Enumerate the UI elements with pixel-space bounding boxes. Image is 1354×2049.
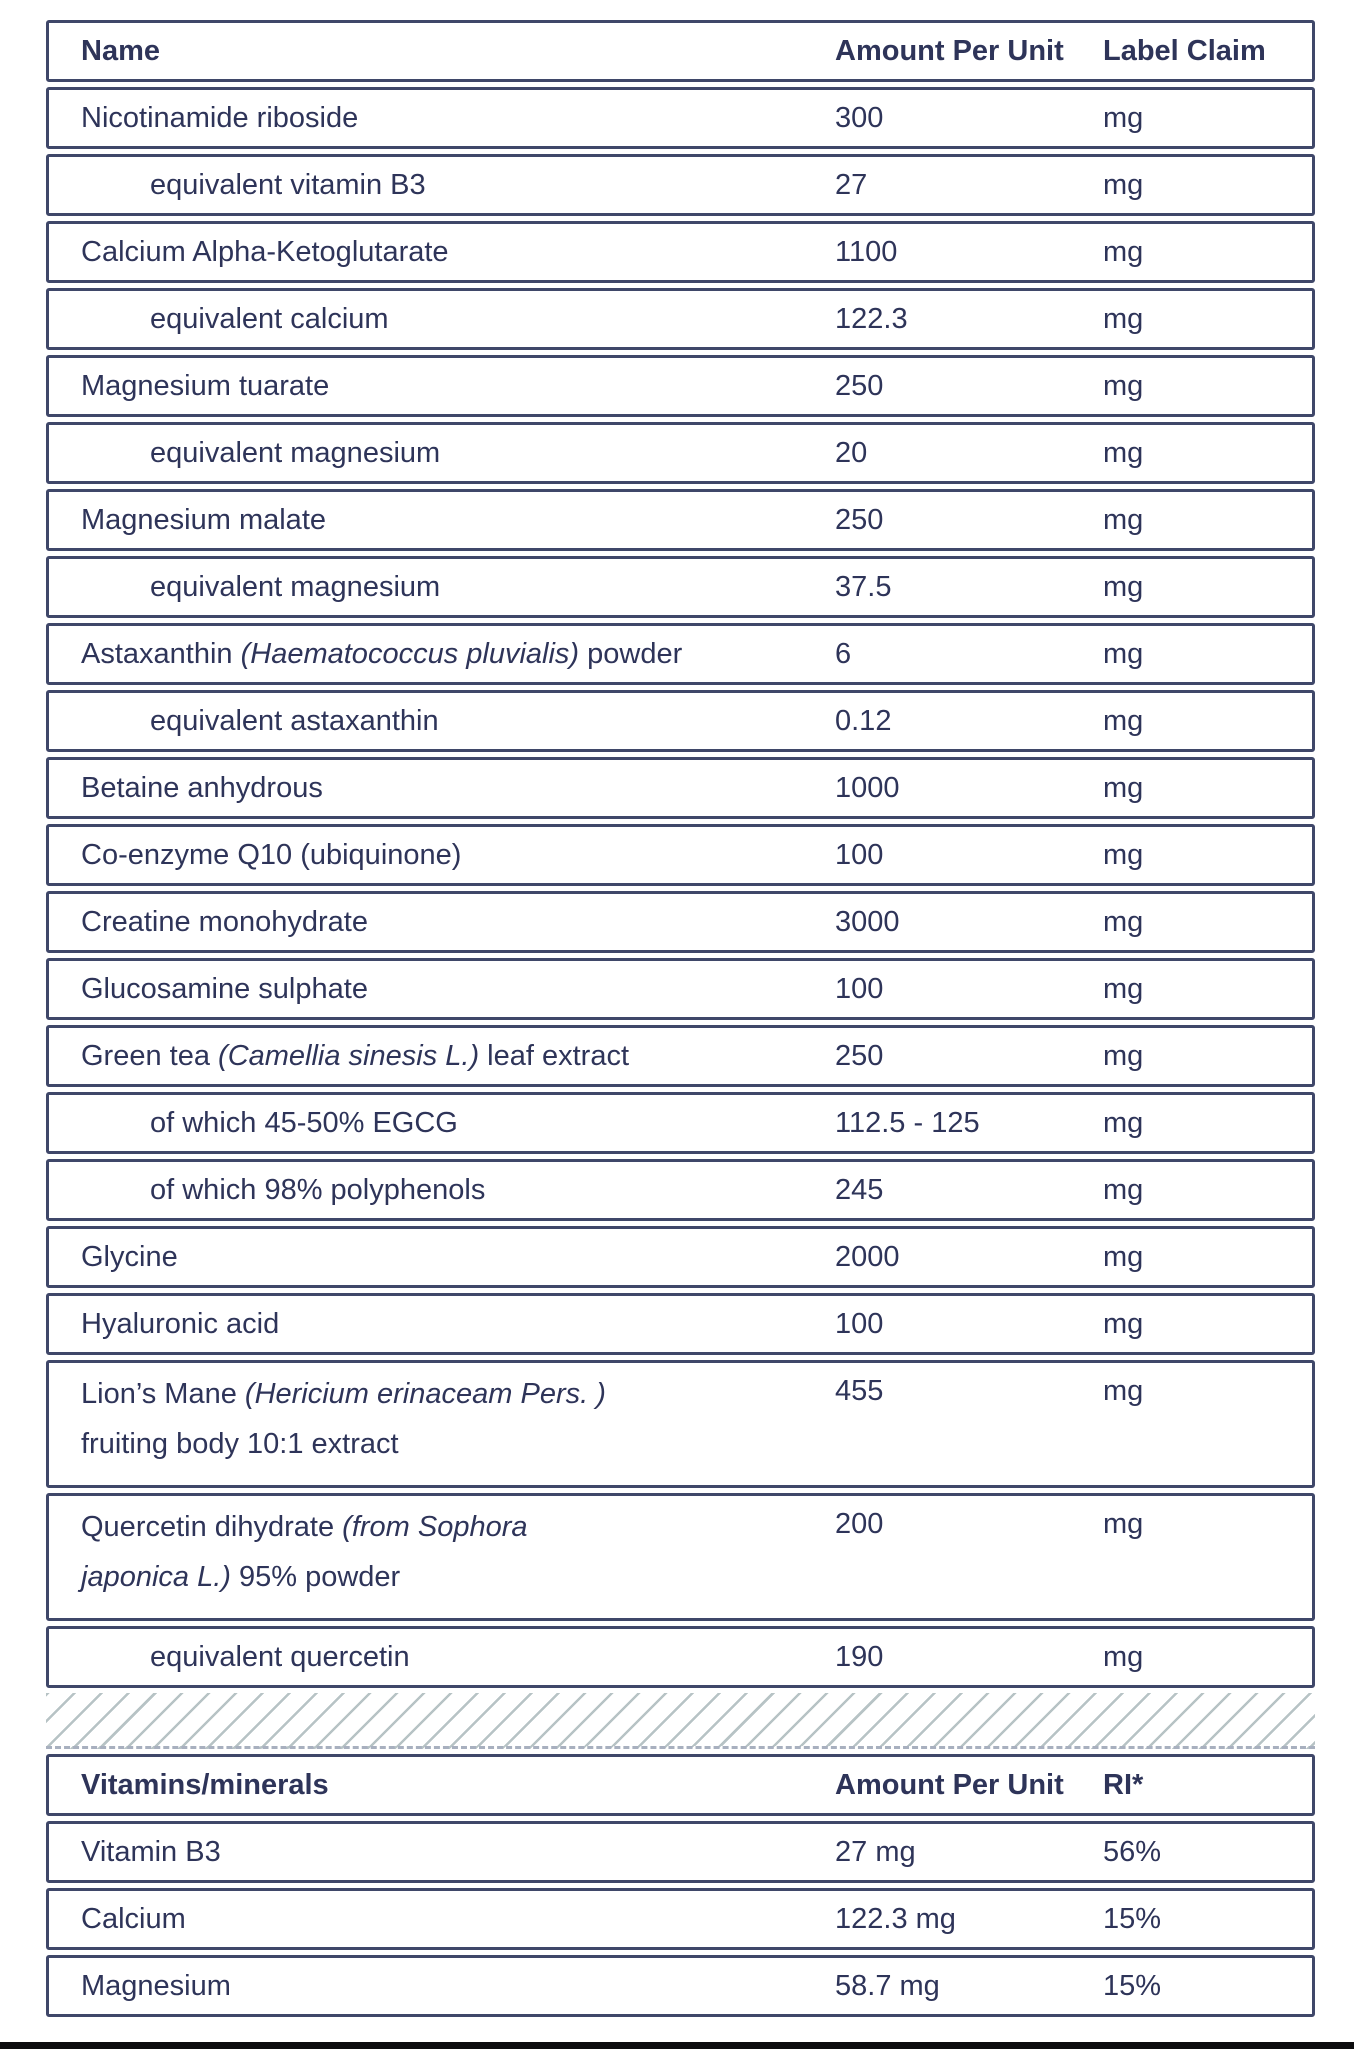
name-cell: equivalent magnesium — [150, 437, 441, 469]
supplement-facts-table — [46, 20, 1315, 2017]
amount-cell: 200 — [835, 1508, 884, 1540]
table-row — [46, 623, 1315, 685]
table-row — [46, 1493, 1315, 1621]
claim-cell: mg — [1103, 437, 1144, 469]
claim-cell: mg — [1103, 772, 1144, 804]
table-row — [46, 1092, 1315, 1154]
name-cell: equivalent calcium — [150, 303, 389, 335]
claim-cell: Label Claim — [1103, 35, 1266, 67]
claim-cell: mg — [1103, 973, 1144, 1005]
name-cell: Glycine — [81, 1241, 178, 1273]
name-cell: Calcium Alpha-Ketoglutarate — [81, 236, 449, 268]
amount-cell: 455 — [835, 1375, 884, 1407]
claim-cell: mg — [1103, 1641, 1144, 1673]
name-cell: Green tea (Camellia sinesis L.) leaf extract — [81, 1040, 630, 1072]
amount-cell: 250 — [835, 504, 884, 536]
name-cell: Astaxanthin (Haematococcus pluvialis) powder — [81, 638, 683, 670]
table-row — [46, 489, 1315, 551]
claim-cell: mg — [1103, 1241, 1144, 1273]
name-cell: Betaine anhydrous — [81, 772, 323, 804]
table-row — [46, 87, 1315, 149]
amount-cell: 37.5 — [835, 571, 892, 603]
amount-cell: 1000 — [835, 772, 900, 804]
amount-cell: 6 — [835, 638, 852, 670]
amount-cell: 250 — [835, 370, 884, 402]
name-cell: equivalent quercetin — [150, 1641, 410, 1673]
table-row — [46, 958, 1315, 1020]
claim-cell: mg — [1103, 303, 1144, 335]
hatch-divider — [46, 1693, 1315, 1749]
amount-cell: 0.12 — [835, 705, 892, 737]
amount-cell: 2000 — [835, 1241, 900, 1273]
claim-cell: mg — [1103, 102, 1144, 134]
claim-cell: mg — [1103, 370, 1144, 402]
claim-cell: 15% — [1103, 1903, 1162, 1935]
name-cell: Magnesium tuarate — [81, 370, 330, 402]
amount-cell: 3000 — [835, 906, 900, 938]
bottom-edge-bar — [0, 2042, 1354, 2049]
table-row — [46, 1626, 1315, 1688]
claim-cell: mg — [1103, 1174, 1144, 1206]
amount-cell: 122.3 — [835, 303, 908, 335]
table-row — [46, 690, 1315, 752]
table-row — [46, 891, 1315, 953]
claim-cell: mg — [1103, 705, 1144, 737]
amount-cell: 112.5 - 125 — [835, 1107, 980, 1139]
amount-cell: 58.7 mg — [835, 1970, 940, 2002]
amount-cell: 27 — [835, 169, 868, 201]
claim-cell: mg — [1103, 839, 1144, 871]
table-row — [46, 288, 1315, 350]
claim-cell: mg — [1103, 638, 1144, 670]
amount-cell: 250 — [835, 1040, 884, 1072]
table-row — [46, 1293, 1315, 1355]
name-cell: Nicotinamide riboside — [81, 102, 359, 134]
name-cell: equivalent astaxanthin — [150, 705, 439, 737]
name-cell: Magnesium malate — [81, 504, 326, 536]
claim-cell: mg — [1103, 1375, 1144, 1407]
table-row — [46, 1360, 1315, 1488]
name-cell: equivalent vitamin B3 — [150, 169, 426, 201]
table-row — [46, 1159, 1315, 1221]
name-cell: of which 45-50% EGCG — [150, 1107, 458, 1139]
claim-cell: mg — [1103, 236, 1144, 268]
table-header-row — [46, 1754, 1315, 1816]
amount-cell: 100 — [835, 1308, 884, 1340]
name-cell: Vitamins/minerals — [81, 1769, 329, 1801]
table-row — [46, 1888, 1315, 1950]
claim-cell: mg — [1103, 906, 1144, 938]
amount-cell: 245 — [835, 1174, 884, 1206]
amount-cell: 190 — [835, 1641, 884, 1673]
amount-cell: 20 — [835, 437, 868, 469]
amount-cell: 100 — [835, 973, 884, 1005]
name-cell: Vitamin B3 — [81, 1836, 221, 1868]
table-row — [46, 422, 1315, 484]
amount-cell: 27 mg — [835, 1836, 916, 1868]
claim-cell: mg — [1103, 1508, 1144, 1540]
amount-cell: Amount Per Unit — [835, 35, 1064, 67]
claim-cell: mg — [1103, 169, 1144, 201]
table-row — [46, 824, 1315, 886]
claim-cell: 15% — [1103, 1970, 1162, 2002]
name-cell: Creatine monohydrate — [81, 906, 368, 938]
name-cell: Co-enzyme Q10 (ubiquinone) — [81, 839, 462, 871]
amount-cell: Amount Per Unit — [835, 1769, 1064, 1801]
name-cell: equivalent magnesium — [150, 571, 441, 603]
name-cell: Glucosamine sulphate — [81, 973, 368, 1005]
amount-cell: 100 — [835, 839, 884, 871]
name-cell: Magnesium — [81, 1970, 231, 2002]
name-cell: Name — [81, 35, 160, 67]
claim-cell: mg — [1103, 504, 1144, 536]
amount-cell: 122.3 mg — [835, 1903, 956, 1935]
table-row — [46, 1025, 1315, 1087]
table-row — [46, 221, 1315, 283]
table-header-row — [46, 20, 1315, 82]
claim-cell: RI* — [1103, 1769, 1144, 1801]
name-cell: Quercetin dihydrate (from Sophora japonica L.) 95% powder — [81, 1511, 528, 1593]
name-cell: Lion’s Mane (Hericium erinaceam Pers. ) fruiting body 10:1 extract — [81, 1378, 606, 1460]
table-row — [46, 154, 1315, 216]
claim-cell: 56% — [1103, 1836, 1162, 1868]
table-row — [46, 556, 1315, 618]
amount-cell: 300 — [835, 102, 884, 134]
name-cell: Calcium — [81, 1903, 186, 1935]
claim-cell: mg — [1103, 1107, 1144, 1139]
table-row — [46, 1226, 1315, 1288]
claim-cell: mg — [1103, 1040, 1144, 1072]
claim-cell: mg — [1103, 571, 1144, 603]
table-row — [46, 1955, 1315, 2017]
amount-cell: 1100 — [835, 236, 898, 268]
claim-cell: mg — [1103, 1308, 1144, 1340]
table-row — [46, 355, 1315, 417]
name-cell: Hyaluronic acid — [81, 1308, 280, 1340]
table-row — [46, 757, 1315, 819]
name-cell: of which 98% polyphenols — [150, 1174, 486, 1206]
table-row — [46, 1821, 1315, 1883]
